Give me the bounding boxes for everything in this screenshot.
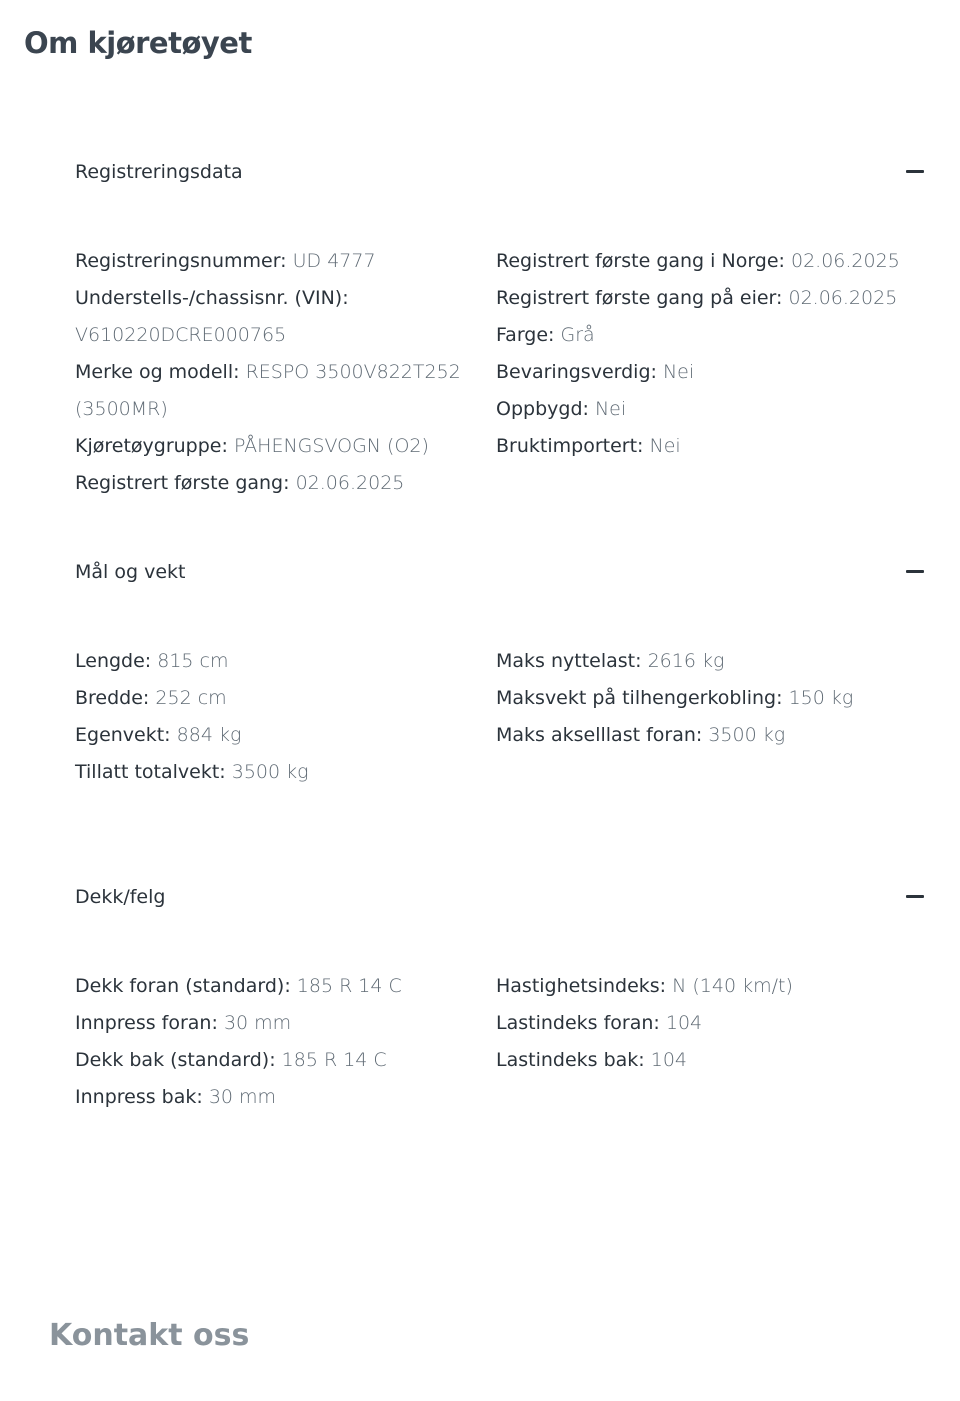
field-label: Egenvekt:	[75, 724, 171, 746]
field-label: Dekk foran (standard):	[75, 975, 291, 997]
field-value: 3500 kg	[708, 724, 786, 746]
field-row	[496, 428, 926, 465]
minus-icon[interactable]	[906, 170, 924, 173]
right-column	[496, 968, 926, 1079]
field-label: Bredde:	[75, 687, 150, 709]
section-header-dekk-felg[interactable]	[75, 882, 924, 912]
field-row	[75, 754, 475, 791]
field-label: Innpress bak:	[75, 1086, 203, 1108]
field-row	[496, 680, 926, 717]
left-column	[75, 243, 475, 502]
field-label: Oppbygd:	[496, 398, 589, 420]
field-label: Lastindeks bak:	[496, 1049, 645, 1071]
section-title: Mål og vekt	[75, 561, 186, 583]
field-value: N (140 km/t)	[672, 975, 793, 997]
field-value: 104	[650, 1049, 688, 1071]
field-value: 185 R 14 C	[296, 975, 402, 997]
field-value: 2616 kg	[647, 650, 725, 672]
field-row	[496, 968, 926, 1005]
field-value: V610220DCRE000765	[75, 324, 287, 346]
field-row	[496, 1005, 926, 1042]
field-row	[496, 717, 926, 754]
field-value: Nei	[662, 361, 695, 383]
field-row	[75, 354, 475, 428]
field-label: Maksvekt på tilhengerkobling:	[496, 687, 783, 709]
contact-heading: Kontakt oss	[49, 1318, 250, 1353]
field-value: Nei	[649, 435, 681, 457]
field-label: Dekk bak (standard):	[75, 1049, 276, 1071]
section-title: Dekk/felg	[75, 886, 166, 908]
right-column	[496, 643, 926, 754]
field-value: 815 cm	[157, 650, 229, 672]
field-value: 02.06.2025	[791, 250, 900, 272]
field-row	[75, 1079, 475, 1116]
field-label: Hastighetsindeks:	[496, 975, 667, 997]
field-row	[75, 428, 475, 465]
field-value: UD 4777	[292, 250, 376, 272]
field-label: Lengde:	[75, 650, 152, 672]
field-value: 30 mm	[208, 1086, 277, 1108]
field-value: 150 kg	[788, 687, 854, 709]
field-label: Bruktimportert:	[496, 435, 644, 457]
field-row	[75, 968, 475, 1005]
field-row	[496, 354, 926, 391]
field-row	[75, 680, 475, 717]
field-label: Registrert første gang i Norge:	[496, 250, 785, 272]
field-label: Maks nyttelast:	[496, 650, 642, 672]
field-row	[75, 643, 475, 680]
field-row	[75, 1042, 475, 1079]
field-label: Tillatt totalvekt:	[75, 761, 226, 783]
left-column	[75, 968, 475, 1116]
field-value: 02.06.2025	[788, 287, 898, 309]
left-column	[75, 643, 475, 791]
field-value: PÅHENGSVOGN (O2)	[233, 435, 429, 457]
field-value: Nei	[594, 398, 627, 420]
right-column	[496, 243, 926, 465]
field-value: 02.06.2025	[295, 472, 405, 494]
field-row	[496, 643, 926, 680]
field-row	[496, 243, 926, 280]
field-label: Registreringsnummer:	[75, 250, 287, 272]
field-value: 185 R 14 C	[281, 1049, 387, 1071]
field-label: Bevaringsverdig:	[496, 361, 657, 383]
field-value: 884 kg	[176, 724, 242, 746]
field-label: Registrert første gang:	[75, 472, 290, 494]
field-row	[496, 280, 926, 317]
minus-icon[interactable]	[906, 570, 924, 573]
field-row	[496, 1042, 926, 1079]
field-label: Maks akselllast foran:	[496, 724, 703, 746]
field-value: RESPO 3500V822T252 (3500MR)	[75, 361, 461, 420]
field-value: 104	[665, 1012, 703, 1034]
field-row	[496, 317, 926, 354]
section-header-mal-og-vekt[interactable]	[75, 557, 924, 587]
field-value: 252 cm	[155, 687, 227, 709]
field-label: Kjøretøygruppe:	[75, 435, 228, 457]
field-label: Farge:	[496, 324, 555, 346]
field-value: 3500 kg	[231, 761, 309, 783]
field-row	[496, 391, 926, 428]
minus-icon[interactable]	[906, 895, 924, 898]
field-row	[75, 243, 475, 280]
field-row	[75, 280, 475, 354]
field-label: Lastindeks foran:	[496, 1012, 660, 1034]
field-row	[75, 1005, 475, 1042]
field-row	[75, 465, 475, 502]
page-title: Om kjøretøyet	[24, 26, 252, 60]
section-header-registreringsdata[interactable]	[75, 157, 924, 187]
field-label: Innpress foran:	[75, 1012, 218, 1034]
section-title: Registreringsdata	[75, 161, 243, 183]
field-label: Understells-/chassisnr. (VIN):	[75, 287, 349, 309]
field-value: 30 mm	[223, 1012, 292, 1034]
field-value: Grå	[560, 324, 595, 346]
field-label: Registrert første gang på eier:	[496, 287, 783, 309]
field-row	[75, 717, 475, 754]
field-label: Merke og modell:	[75, 361, 240, 383]
